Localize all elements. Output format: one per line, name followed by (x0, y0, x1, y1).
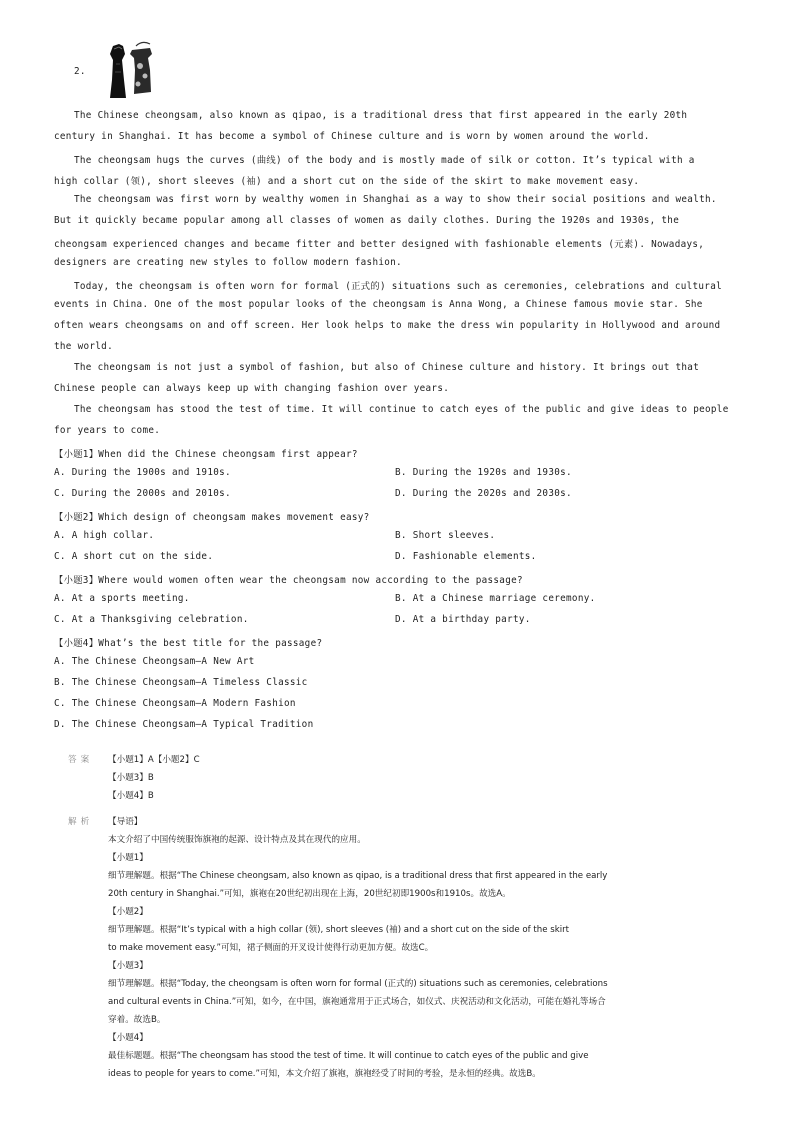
passage-line: But it quickly became popular among all classes of women as daily clothes. During the 1920s and 1930s, the (54, 215, 680, 226)
passage-line: Chinese people can always keep up with changing fashion over years. (54, 383, 450, 394)
option-a: A. At a sports meeting. (54, 593, 190, 604)
question-stem: 【小题2】Which design of cheongsam makes movement easy? (54, 512, 370, 523)
analysis-line: to make movement easy.”可知，裙子侧面的开叉设计使得行动更加方便。故选C。 (108, 943, 434, 953)
answer-line: 【小题1】A【小题2】C (108, 755, 200, 765)
analysis-line: 最佳标题题。根据“The cheongsam has stood the test of time. It will continue to catch eyes of the public and give (108, 1051, 589, 1061)
option-c: C. During the 2000s and 2010s. (54, 488, 231, 499)
option-c: C. The Chinese Cheongsam—A Modern Fashion (54, 698, 296, 709)
passage-line: The cheongsam hugs the curves (曲线) of the body and is mostly made of silk or cotton. It’s typical with a (74, 155, 695, 166)
analysis-line: 细节理解题。根据“The Chinese cheongsam, also known as qipao, is a traditional dress that first appeared in the early (108, 871, 608, 881)
passage-line: century in Shanghai. It has become a symbol of Chinese culture and is worn by women around the world. (54, 131, 650, 142)
option-b: B. During the 1920s and 1930s. (395, 467, 572, 478)
answer-line: 【小题4】B (108, 791, 154, 801)
cheongsam-picture (100, 40, 156, 104)
passage-line: often wears cheongsams on and off screen. Her look helps to make the dress win popularity in Hollywood and around (54, 320, 721, 331)
passage-line: designers are creating new styles to follow modern fashion. (54, 257, 402, 268)
analysis-line: ideas to people for years to come.”可知，本文介绍了旗袍，旗袍经受了时间的考验，是永恒的经典。故选B。 (108, 1069, 541, 1079)
option-c: C. At a Thanksgiving celebration. (54, 614, 249, 625)
passage-line: the world. (54, 341, 113, 352)
analysis-line: 【小题2】 (108, 907, 148, 917)
passage-line: Today, the cheongsam is often worn for formal (正式的) situations such as ceremonies, celebrations and cultural (74, 281, 722, 292)
question-stem: 【小题1】When did the Chinese cheongsam first appear? (54, 449, 358, 460)
passage-line: for years to come. (54, 425, 161, 436)
option-b: B. Short sleeves. (395, 530, 496, 541)
answer-line: 【小题3】B (108, 773, 154, 783)
analysis-line: and cultural events in China.”可知，如今，在中国，旗袍通常用于正式场合，如仪式、庆祝活动和文化活动，可能在婚礼等场合 (108, 997, 606, 1007)
analysis-line: 细节理解题。根据“It’s typical with a high collar (领), short sleeves (袖) and a short cut on the side of the skirt (108, 925, 569, 935)
passage-line: The cheongsam was first worn by wealthy women in Shanghai as a way to show their social positions and wealth. (74, 194, 717, 205)
option-a: A. The Chinese Cheongsam—A New Art (54, 656, 255, 667)
analysis-line: 20th century in Shanghai.”可知，旗袍在20世纪初出现在上海，20世纪初即1900s和1910s。故选A。 (108, 889, 511, 899)
analysis-line: 【小题1】 (108, 853, 148, 863)
answer-label: 答案 (68, 755, 94, 765)
analysis-line: 【导语】 (108, 817, 143, 827)
question-number: 2. (74, 66, 86, 77)
question-stem: 【小题4】What’s the best title for the passage? (54, 638, 323, 649)
option-a: A. A high collar. (54, 530, 155, 541)
option-b: B. At a Chinese marriage ceremony. (395, 593, 596, 604)
option-a: A. During the 1900s and 1910s. (54, 467, 231, 478)
passage-line: events in China. One of the most popular looks of the cheongsam is Anna Wong, a Chinese famous movie star. She (54, 299, 703, 310)
question-stem: 【小题3】Where would women often wear the cheongsam now according to the passage? (54, 575, 523, 586)
option-c: C. A short cut on the side. (54, 551, 214, 562)
option-d: D. Fashionable elements. (395, 551, 537, 562)
analysis-line: 细节理解题。根据“Today, the cheongsam is often worn for formal (正式的) situations such as ceremonies, celebrations (108, 979, 608, 989)
option-d: D. During the 2020s and 2030s. (395, 488, 572, 499)
passage-line: The cheongsam is not just a symbol of fashion, but also of Chinese culture and history. It brings out that (74, 362, 700, 373)
passage-line: The Chinese cheongsam, also known as qipao, is a traditional dress that first appeared in the early 20th (74, 110, 688, 121)
analysis-line: 【小题4】 (108, 1033, 148, 1043)
analysis-line: 穿着。故选B。 (108, 1015, 166, 1025)
passage-line: high collar (领), short sleeves (袖) and a short cut on the side of the skirt to make movement easy. (54, 176, 640, 187)
analysis-line: 【小题3】 (108, 961, 148, 971)
option-d: D. The Chinese Cheongsam—A Typical Tradition (54, 719, 314, 730)
passage-line: cheongsam experienced changes and became fitter and better designed with fashionable elements (元素). Nowadays, (54, 239, 705, 250)
analysis-line: 本文介绍了中国传统服饰旗袍的起源、设计特点及其在现代的应用。 (108, 835, 366, 845)
option-b: B. The Chinese Cheongsam—A Timeless Classic (54, 677, 308, 688)
analysis-label: 解析 (68, 817, 94, 827)
passage-line: The cheongsam has stood the test of time. It will continue to catch eyes of the public and give ideas to people (74, 404, 729, 415)
option-d: D. At a birthday party. (395, 614, 531, 625)
